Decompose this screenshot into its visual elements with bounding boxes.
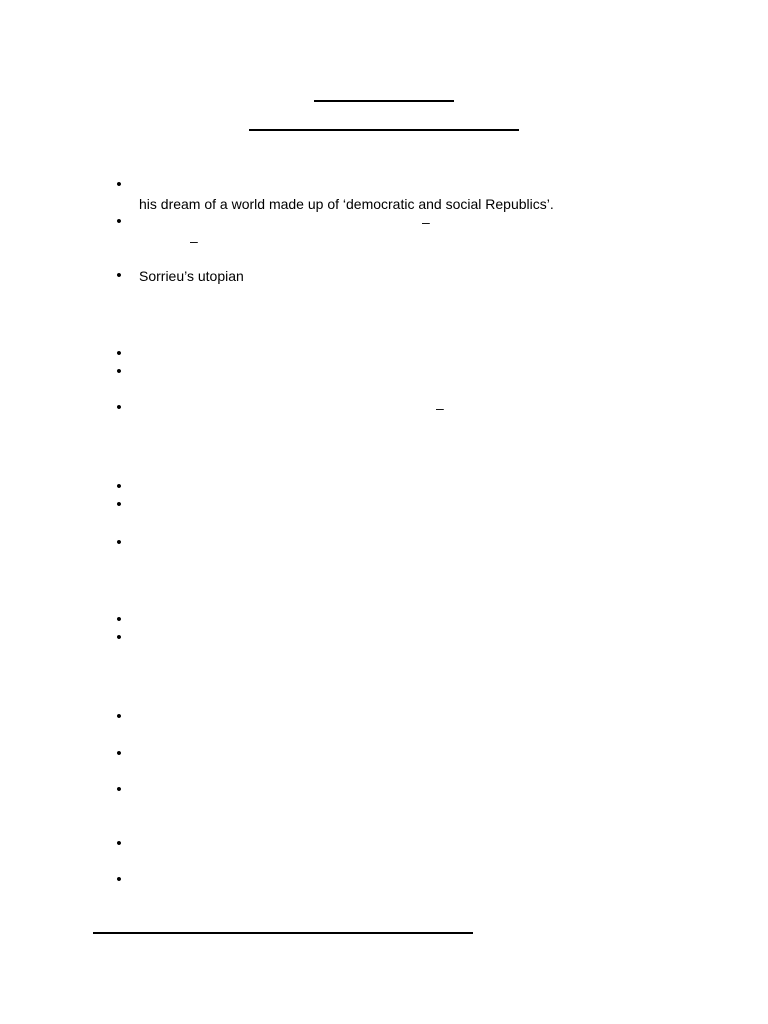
heading-underline-2 <box>249 129 519 131</box>
bullet-2: • <box>116 213 122 230</box>
bullet-4: • <box>116 345 122 362</box>
bullet-11: • <box>116 629 122 646</box>
bullet-12: • <box>116 708 122 725</box>
bullet-6: • <box>116 399 122 416</box>
bullet-1: • <box>116 176 122 193</box>
bullet-10: • <box>116 611 122 628</box>
dash-1: – <box>422 214 430 230</box>
dash-2: – <box>190 233 198 249</box>
bullet-8: • <box>116 496 122 513</box>
dash-3: – <box>436 400 444 416</box>
bullet-9: • <box>116 534 122 551</box>
paragraph-line-utopian: Sorrieu’s utopian <box>139 268 244 284</box>
bullet-7: • <box>116 478 122 495</box>
bullet-13: • <box>116 745 122 762</box>
bullet-16: • <box>116 871 122 888</box>
footer-rule <box>93 932 473 934</box>
paragraph-line-republics: his dream of a world made up of ‘democratic and social Republics’. <box>139 196 554 212</box>
bullet-5: • <box>116 363 122 380</box>
heading-underline-1 <box>314 100 454 102</box>
bullet-3: • <box>116 267 122 284</box>
bullet-15: • <box>116 835 122 852</box>
bullet-14: • <box>116 781 122 798</box>
